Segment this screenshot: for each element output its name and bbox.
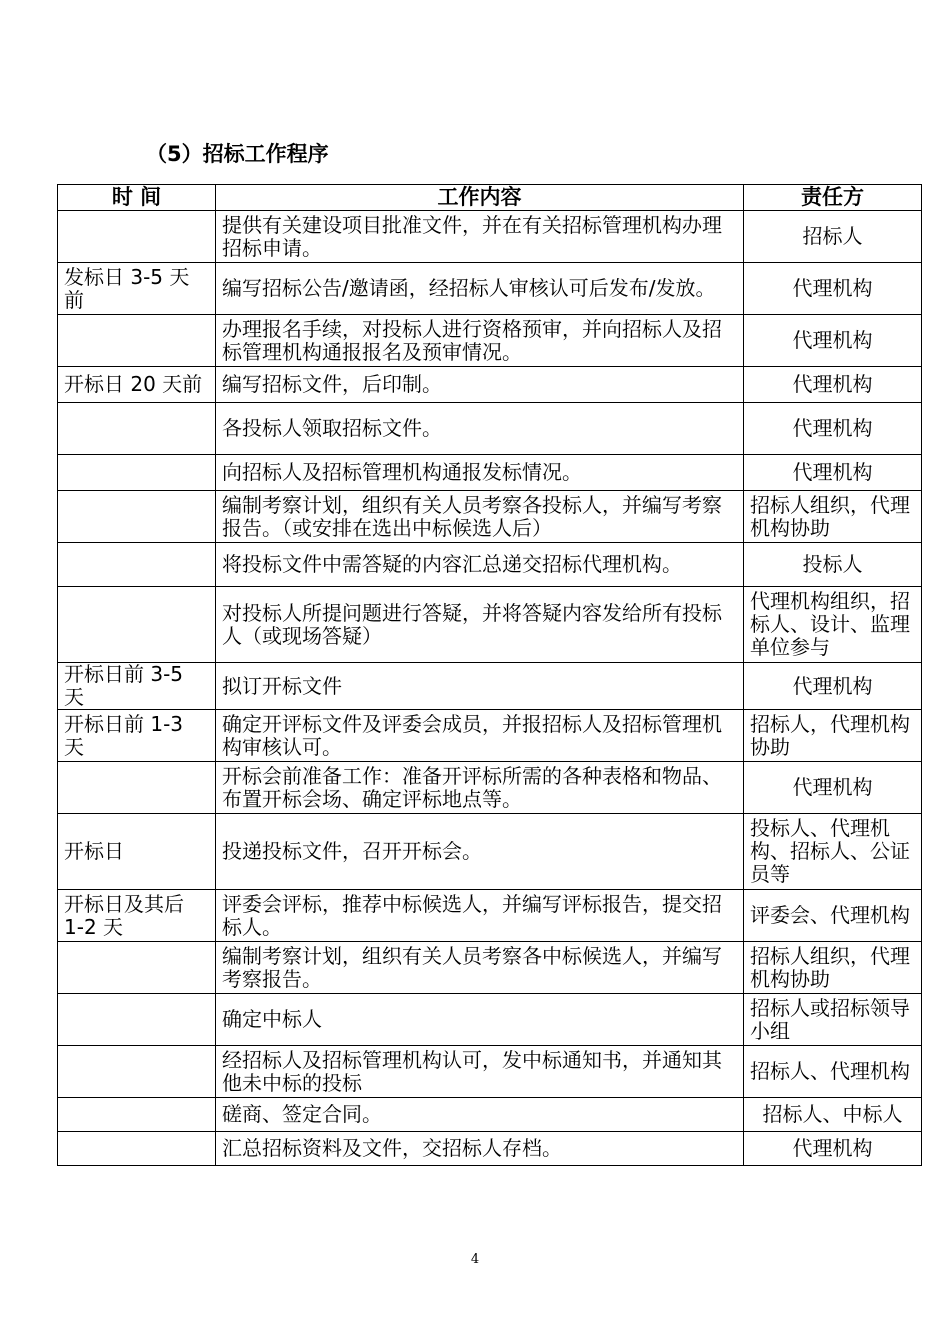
row-time-cell xyxy=(58,1098,216,1132)
row-responsible-cell: 招标人组织，代理机构协助 xyxy=(744,942,922,994)
row-content-cell: 经招标人及招标管理机构认可，发中标通知书，并通知其他未中标的投标 xyxy=(216,1046,744,1098)
header-responsible: 责任方 xyxy=(744,185,922,211)
table-row xyxy=(58,1132,922,1166)
table-row xyxy=(58,543,922,587)
row-time-cell: 开标日前 3-5 天 xyxy=(58,663,216,710)
row-responsible-cell: 代理机构 xyxy=(744,403,922,455)
section-heading: （5）招标工作程序 xyxy=(146,142,329,166)
row-time-cell xyxy=(58,1132,216,1166)
table-row xyxy=(58,1046,922,1098)
table-row xyxy=(58,455,922,491)
row-responsible-cell: 代理机构 xyxy=(744,762,922,814)
table-row xyxy=(58,814,922,890)
row-content-cell: 开标会前准备工作：准备开评标所需的各种表格和物品、布置开标会场、确定评标地点等。 xyxy=(216,762,744,814)
row-content-cell: 评委会评标，推荐中标候选人，并编写评标报告，提交招标人。 xyxy=(216,890,744,942)
table-row xyxy=(58,710,922,762)
row-content-cell: 办理报名手续，对投标人进行资格预审，并向招标人及招标管理机构通报报名及预审情况。 xyxy=(216,315,744,367)
table-row xyxy=(58,367,922,403)
row-time-cell xyxy=(58,491,216,543)
table-row xyxy=(58,263,922,315)
row-content-cell: 投递投标文件，召开开标会。 xyxy=(216,814,744,890)
table-row xyxy=(58,1098,922,1132)
row-content-cell: 确定开评标文件及评委会成员，并报招标人及招标管理机构审核认可。 xyxy=(216,710,744,762)
row-content-cell: 磋商、签定合同。 xyxy=(216,1098,744,1132)
row-time-cell xyxy=(58,455,216,491)
row-responsible-cell: 招标人 xyxy=(744,211,922,263)
row-time-cell xyxy=(58,211,216,263)
row-content-cell: 将投标文件中需答疑的内容汇总递交招标代理机构。 xyxy=(216,543,744,587)
table-row xyxy=(58,587,922,663)
row-content-cell: 编制考察计划，组织有关人员考察各投标人，并编写考察报告。（或安排在选出中标候选人后） xyxy=(216,491,744,543)
row-content-cell: 对投标人所提问题进行答疑，并将答疑内容发给所有投标人（或现场答疑） xyxy=(216,587,744,663)
table-row xyxy=(58,211,922,263)
row-responsible-cell: 代理机构 xyxy=(744,367,922,403)
row-content-cell: 拟订开标文件 xyxy=(216,663,744,710)
table-row xyxy=(58,315,922,367)
row-time-cell: 开标日前 1-3 天 xyxy=(58,710,216,762)
row-content-cell: 提供有关建设项目批准文件，并在有关招标管理机构办理招标申请。 xyxy=(216,211,744,263)
row-responsible-cell: 招标人，代理机构协助 xyxy=(744,710,922,762)
row-responsible-cell: 招标人组织，代理机构协助 xyxy=(744,491,922,543)
row-content-cell: 编写招标文件，后印制。 xyxy=(216,367,744,403)
row-content-cell: 编制考察计划，组织有关人员考察各中标候选人，并编写考察报告。 xyxy=(216,942,744,994)
row-time-cell xyxy=(58,403,216,455)
row-time-cell xyxy=(58,762,216,814)
row-time-cell: 开标日 20 天前 xyxy=(58,367,216,403)
row-time-cell xyxy=(58,942,216,994)
row-time-cell xyxy=(58,315,216,367)
table-row xyxy=(58,663,922,710)
row-responsible-cell: 招标人、代理机构 xyxy=(744,1046,922,1098)
table-header-row xyxy=(58,185,922,211)
table-row xyxy=(58,994,922,1046)
row-responsible-cell: 评委会、代理机构 xyxy=(744,890,922,942)
row-responsible-cell: 投标人、代理机构、招标人、公证员等 xyxy=(744,814,922,890)
table-row xyxy=(58,403,922,455)
row-responsible-cell: 代理机构 xyxy=(744,663,922,710)
table-row xyxy=(58,890,922,942)
row-responsible-cell: 代理机构 xyxy=(744,315,922,367)
row-responsible-cell: 代理机构 xyxy=(744,455,922,491)
row-time-cell: 发标日 3-5 天前 xyxy=(58,263,216,315)
table-row xyxy=(58,491,922,543)
table-row xyxy=(58,942,922,994)
row-responsible-cell: 投标人 xyxy=(744,543,922,587)
row-content-cell: 向招标人及招标管理机构通报发标情况。 xyxy=(216,455,744,491)
row-responsible-cell: 代理机构 xyxy=(744,263,922,315)
row-content-cell: 确定中标人 xyxy=(216,994,744,1046)
row-time-cell xyxy=(58,587,216,663)
row-responsible-cell: 招标人或招标领导小组 xyxy=(744,994,922,1046)
row-responsible-cell: 代理机构 xyxy=(744,1132,922,1166)
table-row xyxy=(58,762,922,814)
row-time-cell xyxy=(58,994,216,1046)
row-time-cell xyxy=(58,1046,216,1098)
row-content-cell: 各投标人领取招标文件。 xyxy=(216,403,744,455)
row-time-cell: 开标日 xyxy=(58,814,216,890)
row-time-cell xyxy=(58,543,216,587)
procedure-table xyxy=(57,184,922,1166)
header-content: 工作内容 xyxy=(216,185,744,211)
row-responsible-cell: 招标人、中标人 xyxy=(744,1098,922,1132)
row-time-cell: 开标日及其后 1-2 天 xyxy=(58,890,216,942)
page-number: 4 xyxy=(470,1252,480,1267)
row-responsible-cell: 代理机构组织，招标人、设计、监理单位参与 xyxy=(744,587,922,663)
header-time: 时 间 xyxy=(58,185,216,211)
row-content-cell: 汇总招标资料及文件，交招标人存档。 xyxy=(216,1132,744,1166)
row-content-cell: 编写招标公告/邀请函，经招标人审核认可后发布/发放。 xyxy=(216,263,744,315)
